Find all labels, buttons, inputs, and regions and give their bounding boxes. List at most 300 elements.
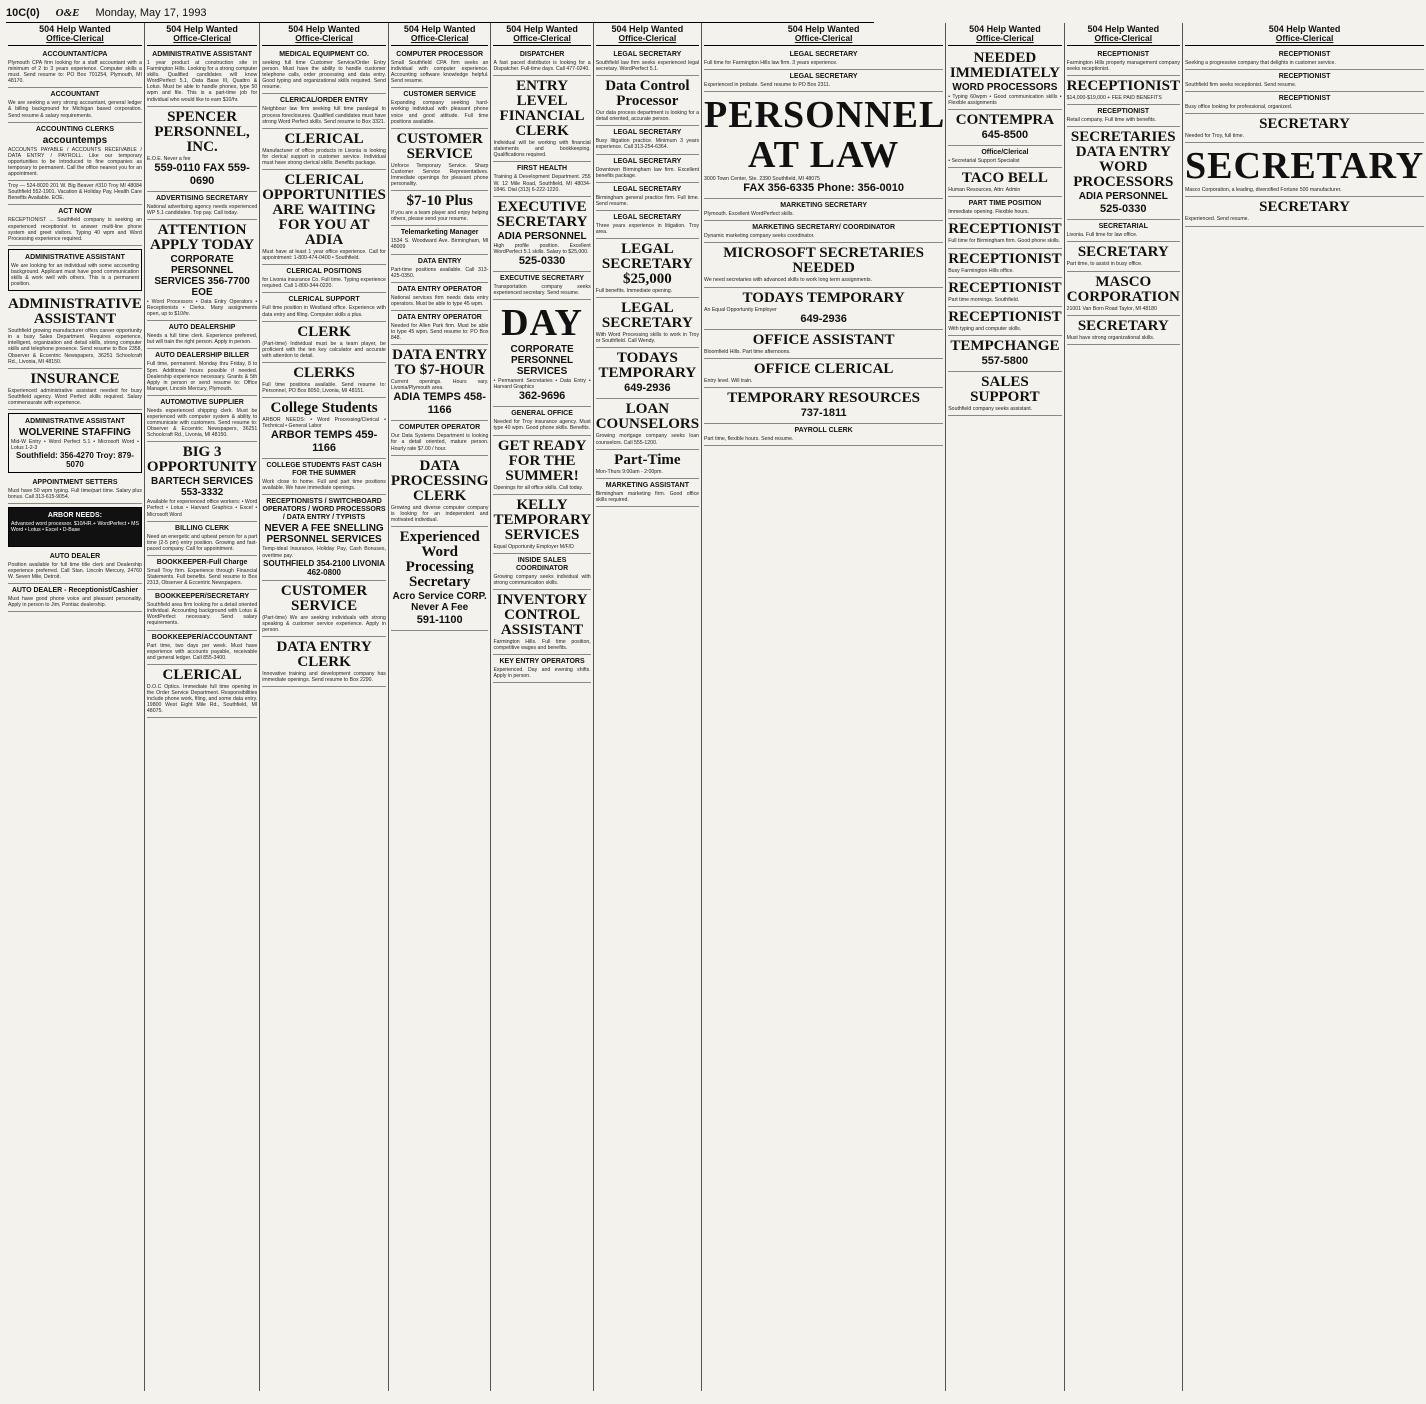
ad-body-text: Innovative training and development company has immediate openings. Send resume to Box 2290. [262,670,386,683]
column-4 [389,23,492,1391]
ad-body-text: Neighbour law firm seeking full time paralegal to process foreclosures. Qualified candidates must have strong Word Perfect skills. Send resume to Box 3321. [262,106,386,125]
column-heading [493,23,590,46]
ad-headline: LEGAL SECRETARY $25,000 [601,241,693,288]
ad-headline: BOOKKEEPER/ACCOUNTANT [151,633,253,641]
ad-headline: GET READY FOR THE SUMMER! [497,437,587,484]
ad-headline: LEGAL SECRETARY [613,129,682,137]
ad-headline: RECEPTIONIST [948,308,1062,325]
ad-body-text: Part time, flexible hours. Send resume. [704,435,794,442]
ad-headline: TEMPCHANGE [950,337,1060,354]
classified-ad [391,129,489,191]
ad-headline: AUTO DEALERSHIP BILLER [155,352,250,360]
ad-body-text: RECEPTIONIST ... Southfield company is seeking an experienced receptionist to answer multi-line phone system and greet visitors. Typing 40 wpm and Word Processing experience required. [8,217,142,242]
ad-headline: CUSTOMER SERVICE [396,130,483,162]
classified-ad [704,70,943,92]
ad-body-text: ACCOUNTS PAYABLE / ACCOUNTS RECEIVABLE / DATA ENTRY / PAYROLL. Like our temporary opportunities to be introduced to fine companies as temporary to permanent. Call the office nearest you for an appointment. [8,146,142,178]
column-heading-title: 504 Help Wanted [1087,24,1160,34]
ad-phone-number: SOUTHFIELD 354-2100 LIVONIA 462-0800 [263,558,385,577]
classified-ad [596,399,699,449]
ad-body-text: D.O.C Optics. Immediate full time opening in the Order Service Department. Responsibilities include phone work, filing, and some data entry. 19800 West Eight Mile Rd., Southfield, MI 48075. [146,683,258,715]
ad-body-text: Full time positions available. Send resume to: Personnel, PO Box 8050, Livonia, MI 48151. [262,381,386,394]
ad-body-text: • Word Processors • Data Entry Operators • Receptionists • Clerks. Many assignments open, up to $10/hr. [146,298,258,318]
column-heading-title: 504 Help Wanted [1268,24,1341,34]
classified-ad [704,243,943,287]
classified-ad [1067,272,1180,316]
ad-body-text: Must have at least 1 year office experience. Call for appointment: 1-800-474-0400 • Southfield. [262,249,386,262]
column-heading-subtitle: Office-Clerical [618,33,677,43]
ad-company-name: WOLVERINE STAFFING [19,427,131,438]
classified-ad [262,293,386,321]
ad-headline: INSURANCE [30,370,120,387]
classified-ad [596,479,699,507]
classified-ad [391,88,489,128]
classified-ad [147,396,257,442]
ad-headline: LEGAL SECRETARY [789,51,858,58]
column-heading-subtitle: Office-Clerical [295,33,353,43]
classified-ad [147,349,257,395]
ad-body-text: Birmingham marketing firm. Good office skills required. [595,490,700,503]
ad-body-text: 21001 Van Born Road Taylor, MI 48180 [1066,305,1157,312]
ad-headline: RECEPTIONIST [1278,73,1331,81]
ad-headline: MARKETING SECRETARY/ COORDINATOR [752,224,896,232]
classified-ad [391,456,489,527]
ad-headline: CLERKS [293,364,355,381]
classified-ad [391,421,489,455]
classified-ad [1067,220,1180,242]
classified-ad [596,348,699,399]
classified-ad [596,183,699,211]
ad-body-text: We are looking for an individual with some accounting background. Applicant must have good communication skills & work well with others. This is a permanent position. [11,262,139,288]
column-heading-title: 504 Help Wanted [166,24,238,34]
ad-phone-number: 362-9696 [518,390,566,403]
classified-ad [8,249,142,291]
ad-body-text: Dynamic marketing company seeks coordinator. [704,233,815,240]
page-number: 10C(0) [6,7,40,19]
ad-body-text: Busy Farmington Hills office. [948,267,1014,274]
ad-company-name: CORPORATE PERSONNEL SERVICES [510,344,574,378]
classified-ad [391,311,489,345]
ad-headline: RECEPTIONIST [948,221,1062,238]
ad-headline: SECRETARIAL [1098,223,1148,231]
ad-company-name: CORPORATE PERSONNEL SERVICES 356-7700 EOE [154,253,250,298]
column-2 [145,23,260,1391]
classified-ad [596,211,699,239]
classified-ad [948,249,1061,278]
ad-body-text: for Livonia insurance Co. Full time. Typing experience required. Call 1-800-344-0220. [262,277,386,290]
classified-ad [8,88,142,122]
ad-headline: ADMINISTRATIVE ASSISTANT [25,418,125,425]
ad-body-text: Mon-Thurs 9:00am - 2:00pm. [595,468,663,475]
classified-ad [704,424,943,446]
ad-headline: LEGAL SECRETARY [613,185,682,193]
ad-headline: ACT NOW [58,208,92,216]
ad-headline: ADMINISTRATIVE ASSISTANT [152,51,252,58]
ad-body-text: Part-time positions available. Call 313-425-0350. [390,266,489,279]
classified-ad [262,94,386,128]
ad-body-text: Unforce Temporary Service. Sharp Customer Service Representatives. Immediate openings for pleasant phone personality. [390,162,489,188]
ad-body-text: Growing and diverse computer company is looking for an independent and motivated individual. [390,504,489,523]
classified-ad [493,76,590,162]
column-6 [594,23,702,1391]
classified-ad [1185,48,1424,70]
ad-headline: DATA ENTRY OPERATOR [397,285,482,293]
ad-headline: AUTO DEALER [49,552,101,560]
ad-body-text: Transportation company seeks experienced secretary. Send resume. [493,283,591,297]
ad-body-text: Part time mornings. Southfield. [948,296,1020,303]
column-heading-title: 504 Help Wanted [969,24,1041,34]
ad-headline: Data Control Processor [605,78,690,110]
classified-ad [704,48,943,70]
column-heading [1185,23,1424,46]
ad-body-text: Southfield firm seeks receptionist. Send resume. [1184,82,1297,89]
ad-body-text: Must have strong organizational skills. [1066,334,1155,341]
classified-ad [493,655,590,683]
ad-body-text: Entry level. Will train. [704,377,753,384]
ad-phone-number: 591-1100 [416,613,463,626]
classified-ad [262,637,386,687]
ad-headline: APPOINTMENT SETTERS [32,479,118,487]
column-7 [702,23,946,1391]
ad-body-text: Southfield growing manufacturer offers career opportunity in a busy Sales Department. Requires experience, intelligent, organization and detail skills, strong computer skills and telephone presence. Send resume to Box 2358, Observer & Eccentric Newspapers, 36251 Schoolcraft Rd., Livonia, MI 48150. [8,328,142,365]
ad-body-text: If you are a team player and enjoy helping others, please send your resume. [390,210,489,223]
ad-body-text: Full time for Farmington Hills law firm. 3 years experience. [704,60,838,66]
classified-ad [493,300,590,407]
ad-headline: TODAYS TEMPORARY [742,289,905,306]
ad-body-text: Needs experienced shipping clerk. Must be experienced with computer system & ability to communicate with customers. Send resume to: Observer & Eccentric Newspapers, 36251 Schoolcraft Rd., Livonia, MI 48150. [146,407,258,439]
classified-ad [391,255,489,283]
classified-ad [262,495,386,580]
ad-body-text: Immediate opening. Flexible hours. [948,209,1029,216]
ad-body-text: Experienced. Send resume. [1184,216,1249,223]
ad-phone-number: ADIA TEMPS 458-1166 [393,391,486,417]
column-3 [260,23,389,1391]
page-header [6,4,874,23]
ad-headline: ADVERTISING SECRETARY [155,194,249,202]
ad-headline: AUTO DEALERSHIP [168,324,236,332]
classified-ad [147,48,257,107]
ad-headline: Experienced Word Processing Secretary [399,528,480,590]
ad-body-text: Downtown Birmingham law firm. Excellent benefits package. [595,166,700,179]
classified-ad [596,126,699,154]
ad-headline: MEDICAL EQUIPMENT CO. [279,51,369,58]
ad-headline: TEMPORARY RESOURCES [727,389,920,406]
ad-headline: CLERICAL [284,130,364,147]
classified-ad [948,48,1061,110]
classified-ad [8,476,142,504]
ad-headline: ACCOUNTANT/CPA [42,51,108,58]
column-heading [596,23,699,46]
ad-body-text: Training & Development Department. 255 W. 12 Mile Road, Southfield, MI 48034-1846. Dial (313) 6-222-1220. [493,174,591,193]
ad-body-text: Small Troy firm. Experience through Financial Statements. Full benefits. Send resume to Box 2313, Observer & Eccentric Newspapers. [146,567,258,587]
column-9 [1065,23,1183,1391]
classified-ad [262,363,386,398]
ad-headline: COMPUTER PROCESSOR [396,51,484,58]
ad-body-text: Masco Corporation, a leading, diversified Fortune 500 manufacturer. [1184,187,1342,194]
ad-headline: RECEPTIONIST [948,279,1062,296]
column-heading-title: 504 Help Wanted [288,24,360,34]
classified-ad [596,298,699,348]
ad-headline: INSIDE SALES COORDINATOR [515,556,569,572]
ad-phone-number: ARBOR TEMPS 459-1166 [270,429,378,455]
ad-phone-number: Southfield: 356-4270 Troy: 879-5070 [16,451,134,470]
column-10 [1183,23,1426,1391]
column-heading [8,23,142,46]
ad-headline: KELLY TEMPORARY SERVICES [493,496,592,543]
ad-headline: COLLEGE STUDENTS FAST CASH FOR THE SUMMER [266,462,382,478]
classified-ad [704,330,943,359]
classified-ad [1067,105,1180,127]
ad-headline: LOAN COUNSELORS [595,401,700,433]
classified-ad [1185,92,1424,114]
classified-ad [1067,316,1180,345]
ad-body-text: Farmington Hills property management company seeks receptionist. [1066,60,1180,73]
ad-headline: COMPUTER OPERATOR [399,424,481,432]
ad-headline: CUSTOMER SERVICE [403,91,476,99]
ad-headline: MICROSOFT SECRETARIES NEEDED [723,245,924,277]
ad-headline: TACO BELL [961,170,1048,187]
ad-headline: CLERICAL/ORDER ENTRY [280,97,369,105]
column-heading-subtitle: Office-Clerical [794,33,853,43]
classified-ad [147,442,257,521]
ad-headline: SECRETARY [1077,244,1169,261]
classified-ad [704,199,943,221]
classified-ad [1185,114,1424,143]
ad-body-text: Expanding company seeking hard-working individual with pleasant phone voice and good attitude. Full time positions available. [390,100,489,125]
classified-ad [493,590,590,655]
classified-ad [596,239,699,298]
ad-headline: RECEPTIONIST [1097,51,1150,58]
issue-date: Monday, May 17, 1993 [95,7,207,19]
column-heading-subtitle: Office-Clerical [1094,33,1153,43]
ad-body-text: (Part-time) Individual must be a team player, be proficient with the ten key calculator and accurate with attention to detail. [262,340,386,359]
ad-headline: SECRETARY [1077,317,1169,334]
ad-body-text: Experienced. Day and evening shifts. Apply in person. [493,667,591,680]
ad-phone-number: 525-0330 [1100,203,1147,216]
ad-headline: MASCO CORPORATION [1066,273,1180,305]
ad-headline: ACCOUNTANT [50,91,100,99]
classified-ad [147,220,257,321]
ad-headline: EXECUTIVE SECRETARY [500,274,585,282]
ad-body-text: Our data process department is looking for a detail oriented, accurate person. [595,110,700,123]
ad-body-text: Part time, two days per week. Must have experience with accounts payable, receivable and general ledger. Call 855-3400. [146,642,258,661]
ad-body-text: Birmingham general practice firm. Full time. Send resume. [595,194,700,207]
ad-headline: SECRETARY [1259,199,1351,216]
ad-headline: NEEDED IMMEDIATELY [949,50,1060,81]
column-heading-subtitle: Office-Clerical [1275,33,1334,43]
column-heading-subtitle: Office-Clerical [513,33,571,43]
ad-phone-number: 525-0330 [518,254,566,267]
classified-ad [1185,143,1424,197]
ad-body-text: Southfield area firm looking for a detail oriented individual. Accounting background with Lotus & WordPerfect necessary. Send salary requirements. [146,602,258,627]
ad-headline: LEGAL SECRETARY [613,213,682,221]
ad-headline: Telemarketing Manager [400,229,479,237]
classified-ad [948,278,1061,307]
ad-body-text: We need secretaries with advanced skills to work long term assignments. [704,277,873,284]
ad-body-text: Need an energetic and upbeat person for a part time (2-5 pm) entry position. Growing and fast-paced company. Call for appointment. [146,533,258,552]
ad-headline: ENTRY LEVEL FINANCIAL CLERK [499,78,585,140]
classified-ad [262,398,386,459]
classified-ad [262,322,386,363]
ad-body-text: ARBOR NEEDS: • Word Processing/Clerical • Technical • General Labor [262,417,386,430]
ad-headline: $7-10 Plus [406,193,473,210]
ad-phone-number: 557-5800 [981,354,1029,367]
ad-body-text: Our Data Systems Department is looking for a detail oriented, mature person. Hourly rate $7.00 / hour. [390,433,489,452]
classified-ad [1067,48,1180,76]
publication-logo: O&E [55,7,80,19]
ad-body-text: Southfield company seeks assistant. [948,405,1033,412]
ad-headline: College Students [270,400,378,417]
classified-ad [596,155,699,183]
ad-headline: ADMINISTRATIVE ASSISTANT [8,296,142,328]
ad-body-text: National services firm needs data entry operators. Must be able to type 45 wpm. [390,294,489,307]
classified-ad [8,413,142,473]
classified-ad [948,146,1061,168]
classified-ad [493,495,590,554]
ad-headline: DATA ENTRY [417,257,462,265]
column-heading [1067,23,1180,46]
ad-headline: CLERK [297,323,351,340]
ad-body-text: Position available for full time title clerk and Dealership experience preferred. Call Stan. Lincoln Mercury, 24760 W. Seven Mile, Detroit. [8,561,142,580]
ad-body-text: National advertising agency needs experienced WP 5.1 candidates. Top pay. Call today. [146,203,258,216]
ad-headline: BIG 3 OPPORTUNITY [146,444,258,476]
ad-body-text: $14,000-$19,000 + FEE PAID BENEFITS [1066,95,1162,102]
classified-ad [8,369,142,410]
column-heading-subtitle: Office-Clerical [46,33,104,43]
ad-body-text: With Word Processing skills to work in Troy or Southfield. Call Wendy. [595,332,700,345]
ad-body-text: We are seeking a very strong accountant, general ledger & billing background for Michigan based corporation. Send resume & salary requirements. [8,100,142,119]
ad-headline: ATTENTION APPLY TODAY [150,221,255,253]
ad-body-text: Retail company. Full time with benefits. [1066,117,1157,124]
classified-ad [948,372,1061,416]
classified-ad [948,168,1061,197]
ad-body-text: Openings for all office skills. Call today. [493,484,584,491]
ad-body-text: High profile position. Excellent WordPerfect 5.1 skills. Salary to $25,000. [493,242,591,255]
ad-company-name: BARTECH SERVICES 553-3332 [151,476,254,499]
column-heading-subtitle: Office-Clerical [410,33,469,43]
ad-body-text: Troy — 524-8020 201 W. Big Beaver #310 Troy MI 48084 Southfield 552-1901. Vacation & Holiday Pay, Health Care Benefits Available. EOE. [8,183,142,202]
ad-headline: AUTOMOTIVE SUPPLIER [160,398,244,406]
ad-headline: FIRST HEALTH [517,165,568,173]
classified-ad [493,162,590,196]
classified-ad [262,129,386,170]
ad-headline: EXECUTIVE SECRETARY [496,198,588,230]
ad-headline: SECRETARY [1259,116,1351,133]
ad-body-text: Human Resources, Attn: Admin [948,187,1021,194]
ad-body-text: Busy litigation practice. Minimum 3 years experience. Call 313-254-6364. [595,138,700,151]
ad-headline: LEGAL SECRETARY [789,73,858,81]
classified-ad [262,170,386,265]
ad-body-text: Small Southfield CPA firm seeks an individual with computer experience. Accounting software knowledge helpful. Send resume. [390,60,489,85]
classified-ad [948,307,1061,336]
classified-ad [262,48,386,94]
ad-body-text: Needed for Troy, full time. [1184,133,1244,140]
ad-body-text: seeking full time Customer Service/Order Entry person. Must have the ability to handle customer telephone calls, order processing and data entry. Good typing and organizational skills required. Send resume. [262,60,386,91]
ad-body-text: • Permanent Secretaries • Data Entry • Harvard Graphics [493,378,591,391]
ad-headline: OFFICE CLERICAL [753,360,894,377]
classified-ad [493,407,590,435]
ad-headline: RECEPTIONIST [1278,51,1331,58]
ad-headline: MARKETING ASSISTANT [605,481,689,489]
ad-headline: SALES SUPPORT [970,373,1040,405]
classified-ad [948,110,1061,146]
column-heading-title: 504 Help Wanted [506,24,578,34]
ad-headline: RECEPTIONIST [948,250,1062,267]
ad-phone-number: 737-1811 [800,406,847,419]
ad-body-text: Equal Opportunity Employer M/F/D [493,543,574,550]
ad-body-text: With typing and computer skills. [948,325,1022,332]
classified-ad [8,507,142,546]
classified-ad [1067,76,1180,105]
classified-ad [704,288,943,330]
ad-body-text: Plymouth. Excellent WordPerfect skills. [704,211,794,218]
ad-headline: RECEPTIONIST [1097,108,1150,116]
ad-body-text: Livonia. Full time for law office. [1066,232,1138,239]
classified-ad [1185,70,1424,92]
ad-headline: DAY [501,302,583,345]
column-heading-title: 504 Help Wanted [787,24,860,34]
classified-ad [8,205,142,245]
classified-ad [1067,242,1180,271]
ad-body-text: Temp-ideal Insurance, Holiday Pay, Cash Bonuses, overtime pay. [262,546,386,559]
ad-headline: PERSONNEL AT LAW [704,94,946,177]
ad-headline: CLERICAL OPPORTUNITIES ARE WAITING FOR YOU AT ADIA [262,172,386,249]
ad-body-text: Individual will be working with financial statements and bookkeeping. Qualifications required. [493,140,591,159]
classified-ad [704,388,943,424]
classified-ad [262,581,386,637]
ad-headline: DATA ENTRY OPERATOR [397,313,482,321]
ad-phone-number: 559-0110 FAX 559-0690 [154,161,250,187]
ad-headline: CLERICAL [162,666,242,683]
ad-headline: INVENTORY CONTROL ASSISTANT [496,591,588,638]
ad-body-text: 1 year product at construction site in Farmington Hills. Looking for a strong computer skills. Qualified candidates will know WordPerfect 5.1, Data Base III, Quattro & Lotus. Must be able to handle phones, type 50 wpm and file. This is a part-time job for individual who would like to earn $10/hr. [146,60,258,103]
ad-headline: LEGAL SECRETARY [601,300,693,332]
ad-headline: Part-Time [614,451,681,468]
classified-ad [391,226,489,254]
classified-ad [391,191,489,226]
classified-ad [596,450,699,479]
ad-body-text: Three years experience in litigation. Troy area. [595,222,700,236]
ad-headline: ADMINISTRATIVE ASSISTANT [25,253,125,261]
classified-ad [147,321,257,349]
classified-ad [262,459,386,495]
ad-company-name: NEVER A FEE SNELLING PERSONNEL SERVICES [264,523,384,546]
ad-headline: RECEPTIONIST [1278,95,1331,103]
ad-headline: AUTO DEALER - Receptionist/Cashier [11,586,139,594]
ad-headline: KEY ENTRY OPERATORS [499,658,585,666]
classified-ad [704,92,946,199]
ad-body-text: Busy office looking for professional, organized. [1184,104,1293,111]
classified-ad [8,48,142,88]
column-heading-subtitle: Office-Clerical [173,33,231,43]
ad-body-text: E.O.E. Never a fee [146,155,191,162]
classified-ad [8,123,142,181]
ad-body-text: Growing company seeks individual with strong communication skills. [493,573,591,586]
ad-headline: CLERICAL SUPPORT [288,296,360,304]
classified-ad [147,556,257,590]
ad-body-text: Needed for Troy insurance agency. Must type 40 wpm. Good phone skills. Benefits. [493,419,591,432]
column-8 [946,23,1064,1391]
ad-body-text: Growing mortgage company seeks loan counselors. Call 555-1200. [595,433,700,446]
ad-headline: ACCOUNTING CLERKS [35,125,115,133]
ad-body-text: Needed for Allen Park firm. Must be able to type 45 wpm. Send resume to: PO Box 848. [390,322,489,342]
classified-ad [8,181,142,205]
ad-body-text: Mid-W Entry • Word Perfect 5.1 • Microsoft Word • Lotus 1-2-3 [11,439,139,452]
ad-body-text: An Equal Opportunity Employer [704,306,777,313]
ad-body-text: • Secretarial Support Specialist [948,158,1020,165]
ad-headline: CLERICAL POSITIONS [286,268,362,276]
classified-ad [493,48,590,76]
ad-headline: BILLING CLERK [175,524,230,532]
